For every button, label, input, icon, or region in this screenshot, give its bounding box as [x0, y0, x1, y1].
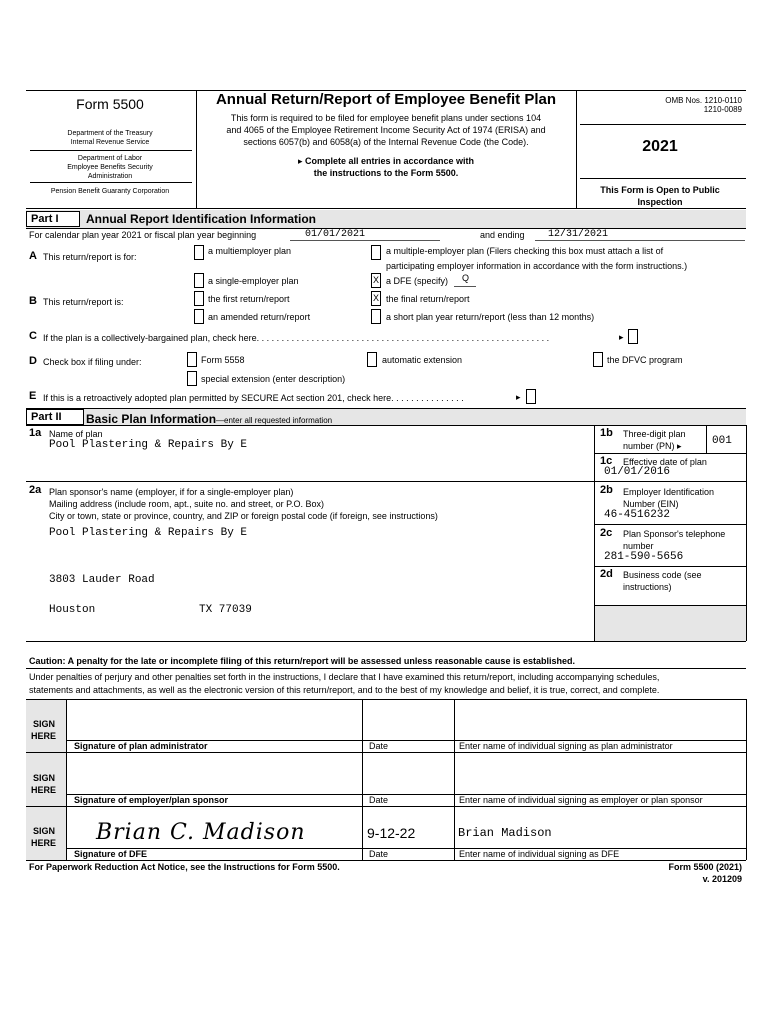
- arrow-icon: ▸: [297, 156, 303, 166]
- line-1a-text: Name of plan: [49, 429, 103, 439]
- sponsor-signature-label: Signature of employer/plan sponsor: [74, 795, 229, 805]
- first-return-checkbox[interactable]: [194, 291, 204, 306]
- line-b-text: This return/report is:: [43, 297, 124, 307]
- line-d-label: D: [29, 355, 37, 367]
- form-reference: Form 5500 (2021): [668, 862, 742, 872]
- omb-number-2: 1210-0089: [703, 105, 742, 114]
- perjury-text-1: Under penalties of perjury and other penalties set forth in the instructions, I declare that I have examined this return/report, including accompanying schedules,: [29, 672, 660, 682]
- amended-return-label: an amended return/report: [208, 312, 311, 322]
- short-plan-year-checkbox[interactable]: [371, 309, 381, 324]
- sign-label: SIGN: [33, 826, 56, 836]
- perjury-text-2: statements and attachments, as well as the electronic version of this return/report, and to the best of my knowledge and belief, it is true, correct, and complete.: [29, 685, 660, 695]
- multiemployer-label: a multiemployer plan: [208, 246, 292, 256]
- effective-date-field[interactable]: 01/01/2016: [604, 466, 671, 478]
- sponsor-name-field[interactable]: [458, 756, 742, 793]
- here-label: HERE: [31, 731, 57, 741]
- admin-signature-field[interactable]: [70, 702, 358, 739]
- line-2d-text-2: instructions): [623, 582, 672, 592]
- special-extension-checkbox[interactable]: [187, 371, 197, 386]
- dfe-name-field[interactable]: Brian Madison: [458, 826, 552, 840]
- omb-number: OMB Nos. 1210-0110: [665, 96, 742, 105]
- line-c-text: If the plan is a collectively-bargained plan, check here. . . . . . . . . . . . . . . . . . . . . . . . . . . . . . . . . . . . . . . . . . . . . . . . . . . . . . . . . . .: [43, 333, 550, 343]
- line-2b-num: 2b: [600, 484, 613, 496]
- line-e-label: E: [29, 390, 37, 402]
- form-5558-checkbox[interactable]: [187, 352, 197, 367]
- state-zip-field[interactable]: TX 77039: [199, 604, 252, 616]
- line-b-label: B: [29, 295, 37, 307]
- line-d-text: Check box if filing under:: [43, 357, 142, 367]
- arrow-icon: ▸: [516, 392, 521, 402]
- dfe-label: a DFE (specify): [386, 276, 449, 286]
- complete-instructions-2: the instructions to the Form 5500.: [313, 168, 459, 178]
- street-address-field[interactable]: 3803 Lauder Road: [49, 574, 155, 586]
- automatic-extension-label: automatic extension: [382, 355, 463, 365]
- dfvc-checkbox[interactable]: [593, 352, 603, 367]
- part-2-title: Basic Plan Information—enter all requested information: [86, 412, 333, 426]
- line-2c-text-2: number: [623, 541, 654, 551]
- part-2-label: Part II: [26, 409, 84, 425]
- part-1-label: Part I: [26, 211, 80, 227]
- admin-date-field[interactable]: [366, 702, 450, 739]
- dfe-name-label: Enter name of individual signing as DFE: [459, 849, 620, 859]
- multiemployer-checkbox[interactable]: [194, 245, 204, 260]
- line-e-text: If this is a retroactively adopted plan permitted by SECURE Act section 201, check here. . . . . . . . . . . . . . .: [43, 393, 464, 403]
- open-inspection-1: This Form is Open to Public: [600, 185, 720, 195]
- line-2a-num: 2a: [29, 484, 42, 496]
- multiple-employer-label-2: participating employer information in accordance with the form instructions.): [386, 261, 688, 271]
- sign-label: SIGN: [33, 719, 56, 729]
- line-c-label: C: [29, 330, 37, 342]
- dept-treasury: Department of the Treasury: [67, 130, 153, 137]
- admin-name-label: Enter name of individual signing as plan administrator: [459, 741, 673, 751]
- caution-text: Caution: A penalty for the late or incomplete filing of this return/report will be assessed unless reasonable cause is established.: [29, 656, 575, 666]
- here-label: HERE: [31, 838, 57, 848]
- tax-year: 2021: [642, 138, 678, 155]
- multiple-employer-label-1: a multiple-employer plan (Filers checking this box must attach a list of: [386, 246, 664, 256]
- administration: Administration: [87, 173, 133, 180]
- collectively-bargained-checkbox[interactable]: [628, 329, 638, 344]
- single-employer-checkbox[interactable]: [194, 273, 204, 288]
- special-extension-label: special extension (enter description): [201, 374, 346, 384]
- calendar-year-text: For calendar plan year 2021 or fiscal plan year beginning: [29, 230, 257, 240]
- begin-date[interactable]: 01/01/2021: [305, 229, 366, 240]
- line-2a-text-1: Plan sponsor's name (employer, if for a single-employer plan): [49, 487, 294, 497]
- form-title: Annual Return/Report of Employee Benefit Plan: [215, 91, 557, 108]
- dfe-date-field[interactable]: 9-12-22: [367, 825, 416, 841]
- ending-text: and ending: [480, 230, 525, 240]
- arrow-icon: ▸: [677, 441, 682, 451]
- final-return-checkbox[interactable]: X: [371, 291, 381, 306]
- form-5558-label: Form 5558: [201, 355, 245, 365]
- line-2b-text-2: Number (EIN): [623, 499, 679, 509]
- dfe-checkbox[interactable]: X: [371, 273, 381, 288]
- complete-instructions-1: ▸ Complete all entries in accordance with: [297, 156, 475, 166]
- line-1b-num: 1b: [600, 427, 613, 439]
- plan-number-field[interactable]: 001: [712, 435, 732, 447]
- dfe-signature-field[interactable]: Brian C. Madison: [96, 820, 306, 845]
- form-desc-2: and 4065 of the Employee Retirement Income Security Act of 1974 (ERISA) and: [226, 125, 546, 135]
- line-1a-num: 1a: [29, 427, 42, 439]
- secure-act-checkbox[interactable]: [526, 389, 536, 404]
- open-inspection-2: Inspection: [637, 197, 683, 207]
- line-2d-num: 2d: [600, 568, 613, 580]
- plan-name-field[interactable]: Pool Plastering & Repairs By E: [49, 439, 248, 451]
- line-2b-text-1: Employer Identification: [623, 487, 715, 497]
- line-2c-num: 2c: [600, 527, 613, 539]
- ebsa: Employee Benefits Security: [67, 164, 153, 171]
- sponsor-name-label: Enter name of individual signing as employer or plan sponsor: [459, 795, 703, 805]
- dfvc-label: the DFVC program: [607, 355, 683, 365]
- line-a-text: This return/report is for:: [43, 252, 137, 262]
- short-plan-year-label: a short plan year return/report (less than 12 months): [386, 312, 595, 322]
- sponsor-signature-field[interactable]: [70, 756, 358, 793]
- line-1c-num: 1c: [600, 455, 613, 467]
- sponsor-date-field[interactable]: [366, 756, 450, 793]
- sponsor-name-field[interactable]: Pool Plastering & Repairs By E: [49, 527, 248, 539]
- line-a-label: A: [29, 250, 37, 262]
- sponsor-date-label: Date: [369, 795, 389, 805]
- line-1b-text-1: Three-digit plan: [623, 429, 686, 439]
- ein-field[interactable]: 46-4516232: [604, 509, 671, 521]
- city-field[interactable]: Houston: [49, 604, 96, 616]
- dfe-date-label: Date: [369, 849, 389, 859]
- form-version: v. 201209: [702, 874, 742, 884]
- line-1b-text-2: number (PN) ▸: [623, 441, 682, 451]
- paperwork-notice: For Paperwork Reduction Act Notice, see the Instructions for Form 5500.: [29, 862, 340, 872]
- admin-name-field[interactable]: [458, 702, 742, 739]
- single-employer-label: a single-employer plan: [208, 276, 299, 286]
- admin-signature-label: Signature of plan administrator: [74, 741, 208, 751]
- part-1-title: Annual Report Identification Information: [86, 212, 316, 226]
- line-1c-text: Effective date of plan: [623, 457, 707, 467]
- dept-labor: Department of Labor: [77, 155, 143, 162]
- sign-label: SIGN: [33, 773, 56, 783]
- dfe-specify-value[interactable]: Q: [462, 273, 470, 283]
- irs: Internal Revenue Service: [70, 139, 150, 146]
- form-desc-1: This form is required to be filed for employee benefit plans under sections 104: [230, 113, 542, 123]
- admin-date-label: Date: [369, 741, 389, 751]
- line-2a-text-3: City or town, state or province, country, and ZIP or foreign postal code (if foreign, see instructions): [49, 511, 438, 521]
- multiple-employer-checkbox[interactable]: [371, 245, 381, 260]
- end-date[interactable]: 12/31/2021: [548, 229, 609, 240]
- line-2d-text-1: Business code (see: [623, 570, 702, 580]
- line-2a-text-2: Mailing address (include room, apt., suite no. and street, or P.O. Box): [49, 499, 324, 509]
- dfe-signature-label: Signature of DFE: [74, 849, 148, 859]
- line-2c-text-1: Plan Sponsor's telephone: [623, 529, 726, 539]
- pbgc: Pension Benefit Guaranty Corporation: [50, 188, 170, 195]
- here-label: HERE: [31, 785, 57, 795]
- automatic-extension-checkbox[interactable]: [367, 352, 377, 367]
- final-return-label: the final return/report: [386, 294, 470, 304]
- first-return-label: the first return/report: [208, 294, 290, 304]
- amended-return-checkbox[interactable]: [194, 309, 204, 324]
- form-desc-3: sections 6057(b) and 6058(a) of the Internal Revenue Code (the Code).: [243, 137, 529, 147]
- arrow-icon: ▸: [619, 332, 624, 342]
- form-number: Form 5500: [76, 96, 144, 112]
- phone-field[interactable]: 281-590-5656: [604, 551, 684, 563]
